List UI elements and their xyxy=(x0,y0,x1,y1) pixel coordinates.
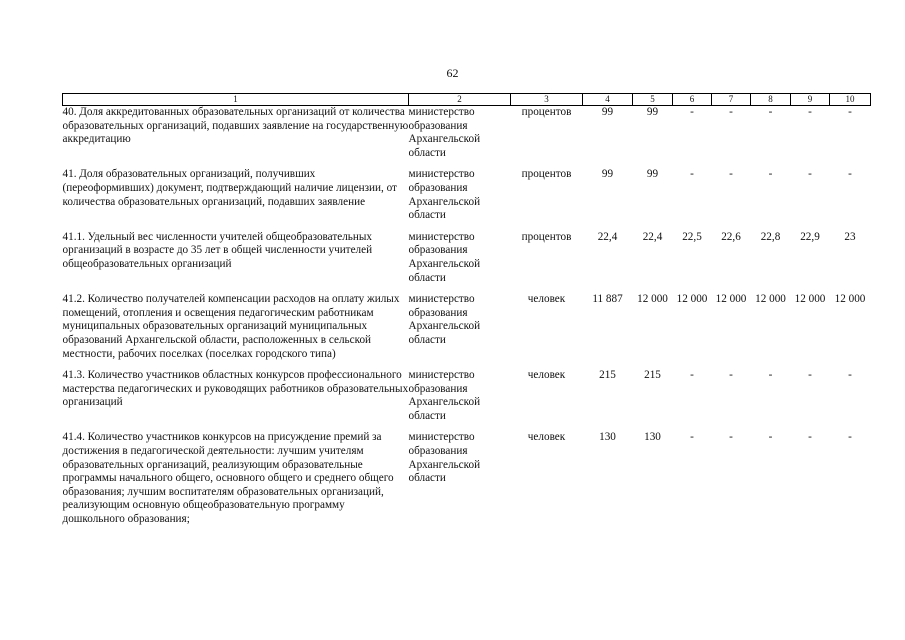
value-cell: 22,4 xyxy=(597,230,618,243)
indicator-name: 41.3. Количество участников областных конкурсов профессионального мастерства педагогических и руководящих работников образовательных организаций xyxy=(62,369,409,409)
responsible-org: министерство образования Архангельской области xyxy=(408,230,481,284)
value-cell: 12 000 xyxy=(755,293,786,306)
unit: человек xyxy=(527,293,566,306)
value-cell: - xyxy=(848,106,852,118)
value-cell: - xyxy=(690,106,694,118)
value-cell: 215 xyxy=(599,369,616,382)
value-cell: 11 887 xyxy=(592,293,623,306)
unit: процентов xyxy=(521,106,572,118)
value-cell: - xyxy=(768,431,773,444)
value-cell: 22,4 xyxy=(642,230,663,243)
value-cell: 99 xyxy=(601,168,614,181)
unit: процентов xyxy=(521,230,572,243)
value-cell: - xyxy=(729,369,733,382)
page-number: 62 xyxy=(446,66,459,80)
value-cell: - xyxy=(808,431,812,444)
table-row xyxy=(63,231,871,285)
table-row xyxy=(63,168,871,222)
indicator-name: 41.4. Количество участников конкурсов на присуждение премий за достижения в педагогической деятельности: лучшим учителям образовательных организаций, реализующим образовательные программы начального общего, основного общего и среднего общего образования; лучшим воспитателям образовательных организаций, реализующим основную общеобразовательную программу дошкольного образования; xyxy=(62,431,394,526)
column-number: 2 xyxy=(409,94,511,106)
value-cell: - xyxy=(768,369,773,382)
value-cell: - xyxy=(729,106,733,118)
value-cell: - xyxy=(690,369,694,382)
value-cell: - xyxy=(729,168,733,181)
unit: человек xyxy=(527,431,566,444)
column-number: 10 xyxy=(830,94,871,106)
value-cell: 23 xyxy=(844,230,856,243)
value-cell: - xyxy=(690,168,694,181)
column-number-header-row xyxy=(63,94,871,106)
value-cell: 99 xyxy=(646,168,659,181)
value-cell: 22,9 xyxy=(800,230,820,243)
value-cell: - xyxy=(729,431,733,444)
responsible-org: министерство образования Архангельской области xyxy=(408,106,481,159)
value-cell: - xyxy=(690,431,694,444)
indicator-name: 41.1. Удельный вес численности учителей общеобразовательных организаций в возрасте до 35 лет в общей численности учителей общеобразовательных организаций xyxy=(62,230,373,270)
value-cell: - xyxy=(768,106,773,118)
responsible-org: министерство образования Архангельской области xyxy=(408,431,481,485)
column-number: 1 xyxy=(63,94,409,106)
value-cell: 12 000 xyxy=(676,293,708,306)
value-cell: 12 000 xyxy=(715,293,747,306)
indicators-table xyxy=(62,93,871,527)
value-cell: 99 xyxy=(646,106,659,118)
unit: процентов xyxy=(521,168,572,181)
column-number: 4 xyxy=(583,94,633,106)
column-number: 6 xyxy=(673,94,712,106)
responsible-org: министерство образования Архангельской области xyxy=(408,369,481,422)
unit: человек xyxy=(527,369,566,382)
responsible-org: министерство образования Архангельской области xyxy=(408,293,481,346)
responsible-org: министерство образования Архангельской области xyxy=(408,168,481,222)
table-row xyxy=(63,293,871,361)
column-number: 8 xyxy=(751,94,791,106)
value-cell: 12 000 xyxy=(834,293,866,306)
value-cell: 22,5 xyxy=(682,230,702,243)
value-cell: - xyxy=(848,168,852,181)
value-cell: 12 000 xyxy=(794,293,826,306)
value-cell: - xyxy=(808,106,812,118)
value-cell: - xyxy=(848,369,852,382)
value-cell: - xyxy=(808,168,812,181)
value-cell: 99 xyxy=(601,106,614,118)
column-number: 7 xyxy=(712,94,751,106)
table-row xyxy=(63,369,871,423)
value-cell: 215 xyxy=(644,369,661,382)
value-cell: 130 xyxy=(599,431,616,444)
column-number: 9 xyxy=(791,94,830,106)
column-number: 3 xyxy=(511,94,583,106)
column-number: 5 xyxy=(633,94,673,106)
indicator-name: 41. Доля образовательных организаций, получивших (переоформивших) документ, подтверждающий наличие лицензии, от количества образовательных организаций, подавших заявление xyxy=(62,168,397,208)
table-row xyxy=(63,106,871,161)
value-cell: 12 000 xyxy=(637,293,668,306)
value-cell: 22,6 xyxy=(721,230,741,243)
value-cell: - xyxy=(848,431,852,444)
value-cell: - xyxy=(808,369,812,382)
table-row xyxy=(63,431,871,526)
indicator-name: 40. Доля аккредитованных образовательных организаций от количества образовательных организаций, подавших заявление на государственную аккредитацию xyxy=(62,106,409,146)
value-cell: 22,8 xyxy=(760,230,781,243)
value-cell: 130 xyxy=(644,431,661,444)
indicator-name: 41.2. Количество получателей компенсации расходов на оплату жилых помещений, отопления и освещения педагогическим работникам муниципальных образовательных организаций муниципальных образований Архангельской области, расположенных в сельской местности, рабочих поселках (поселках городского типа) xyxy=(62,293,400,360)
value-cell: - xyxy=(768,168,773,181)
